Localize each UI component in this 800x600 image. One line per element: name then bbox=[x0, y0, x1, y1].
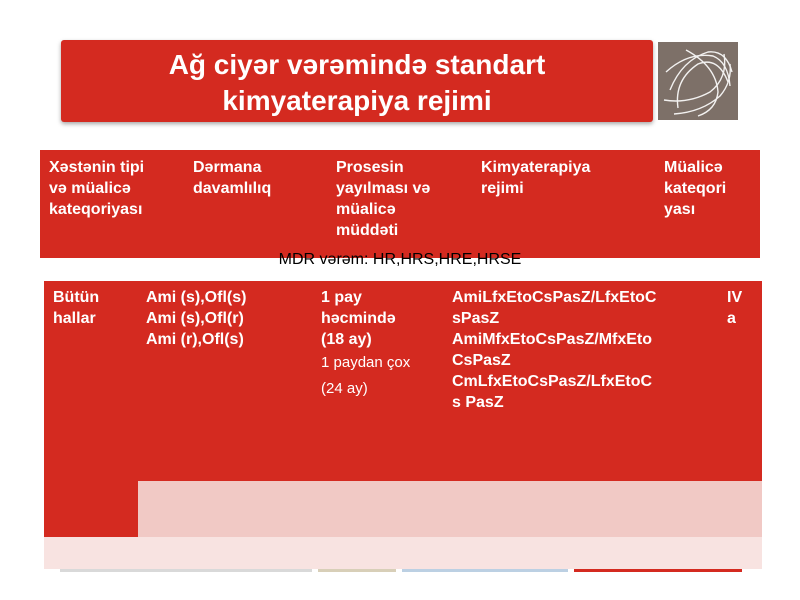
row-duration bbox=[321, 287, 441, 402]
header-text: Dərmana bbox=[193, 159, 262, 176]
header-text: kateqoriyası bbox=[49, 201, 143, 218]
row-patient-type bbox=[53, 287, 133, 329]
header-text: Müalicə bbox=[664, 159, 723, 176]
header-text: kateqori bbox=[664, 180, 727, 197]
cell-text: Bütün bbox=[53, 289, 100, 306]
cell-text: həcmində bbox=[321, 310, 396, 327]
header-text: yası bbox=[664, 201, 696, 218]
title-line-2: kimyaterapiya rejimi bbox=[222, 85, 492, 116]
table-cell-empty bbox=[44, 481, 138, 537]
header-text: Kimyaterapiya bbox=[481, 159, 591, 176]
row-category bbox=[727, 287, 757, 329]
header-text: yayılması və bbox=[336, 180, 431, 197]
cell-text: Ami (s),Ofl(s) bbox=[146, 289, 247, 306]
cell-text: s PasZ bbox=[452, 394, 504, 411]
row-drug-resistance bbox=[146, 287, 306, 350]
header-patient-type bbox=[49, 157, 189, 220]
cell-text: (24 ay) bbox=[321, 380, 368, 397]
divider-line bbox=[574, 569, 742, 572]
cell-text: IV bbox=[727, 289, 743, 306]
header-text: Xəstənin tipi bbox=[49, 159, 145, 176]
header-text: və müalicə bbox=[49, 180, 131, 197]
header-text: rejimi bbox=[481, 180, 524, 197]
cell-text: sPasZ bbox=[452, 310, 500, 327]
header-drug-resistance bbox=[193, 157, 323, 199]
cell-text: CmLfxEtoCsPasZ/LfxEtoC bbox=[452, 373, 653, 390]
table-row bbox=[44, 281, 762, 481]
table-row-empty bbox=[44, 537, 762, 569]
title-line-1: Ağ ciyər vərəmində standart bbox=[168, 49, 546, 80]
cell-text: Ami (r),Ofl(s) bbox=[146, 331, 244, 348]
header-text: davamlılıq bbox=[193, 180, 272, 197]
cell-text: hallar bbox=[53, 310, 96, 327]
table-header-row bbox=[40, 150, 760, 258]
mdr-label: MDR vərəm: HR,HRS,HRE,HRSE bbox=[278, 251, 522, 268]
slide-title-box bbox=[61, 40, 653, 122]
header-regimen bbox=[481, 157, 651, 199]
divider-line bbox=[318, 569, 396, 572]
header-text: müddəti bbox=[336, 222, 399, 239]
header-text: müalicə bbox=[336, 201, 396, 218]
row-regimen bbox=[452, 287, 712, 413]
cell-text: AmiMfxEtoCsPasZ/MfxEto bbox=[452, 331, 653, 348]
logo-icon bbox=[658, 42, 738, 120]
cell-text: CsPasZ bbox=[452, 352, 511, 369]
logo-image bbox=[658, 42, 738, 120]
divider-line bbox=[402, 569, 568, 572]
table-cell-empty bbox=[138, 481, 762, 537]
slide-title bbox=[61, 40, 653, 119]
cell-text: 1 pay bbox=[321, 289, 362, 306]
header-text: Prosesin bbox=[336, 159, 404, 176]
cell-text: AmiLfxEtoCsPasZ/LfxEtoC bbox=[452, 289, 657, 306]
cell-text: a bbox=[727, 310, 736, 327]
cell-text: Ami (s),Ofl(r) bbox=[146, 310, 244, 327]
divider-line bbox=[60, 569, 312, 572]
cell-text: (18 ay) bbox=[321, 331, 372, 348]
cell-text: 1 paydan çox bbox=[321, 354, 411, 371]
header-category bbox=[664, 157, 760, 220]
header-spread-duration bbox=[336, 157, 476, 241]
